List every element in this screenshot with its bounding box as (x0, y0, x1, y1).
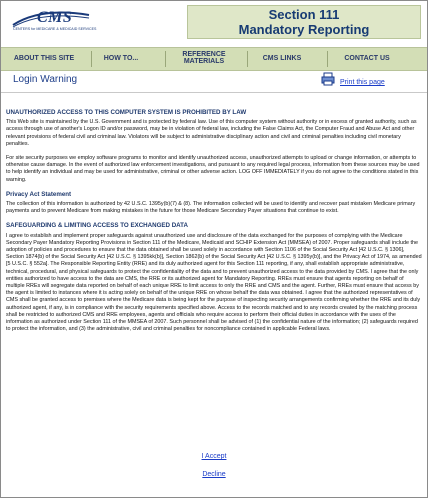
site-title-line2: Mandatory Reporting (238, 22, 370, 37)
main-nav (1, 47, 427, 71)
nav-item-cms-links[interactable]: CMS LINKS (262, 55, 302, 62)
logo-text: CMS (37, 9, 73, 26)
privacy-paragraph: The collection of this information is authorized by 42 U.S.C. 1395y(b)(7) & (8). The information collected will be used to identify and recover past mistaken Medicare primary payments and to prevent Medicare from making mistakes in the future for those Medicare Secondary Payer situations that continue to exist. (6, 201, 416, 215)
safeguard-paragraph: I agree to establish and implement proper safeguards against unauthorized use and disclosure of the data exchanged for the purposes of complying with the Medicare Secondary Payer Mandatory Reporting Provisions in Section 111 of the Medicare, Medicaid and SCHIP Extension Act (MMSEA) of 2007. Proper safeguards shall include the adoption of policies and procedures to ensure that the data obtained shall be used solely in accordance with Section 1106 of the Social Security Act [42 U.S.C. § 1306], Section 1874(b) of the Social Security Act [42 U.S.C. § 1395kk(b)], Section 1862(b) of the Social Security Act [42 U.S.C. § 1395y(b)], and the Privacy Act of 1974, as amended [5 U.S.C. § 552a]. The Responsible Reporting Entity (RRE) and its duly authorized agent for this Section 111 reporting, if any, shall establish appropriate administrative, technical, procedural, and physical safeguards to protect the confidentiality of the data and to prevent unauthorized access to the data provided by CMS. I agree that the only entities authorized to have access to the data are CMS, the RRE or its authorized agent for Mandatory Reporting. RREs must ensure that agents reporting on behalf of multiple RREs will segregate data reported on behalf of each unique RRE to limit access to only the RRE and CMS and the agent. Further, RREs must ensure that access by the agent is limited to instances where it is acting solely on behalf of the unique RRE on whose behalf the data was obtained. I agree that the authorized representatives of CMS shall be granted access to premises where the Medicare data is being kept for the purpose of inspecting security arrangements confirming whether the RRE and its duly authorized agent, if any, is in compliance with the security requirements specified above. Access to the records matched and to any records created by the matching process shall be restricted to authorized CMS and RRE employees, agents and officials who require access to perform their official duties in accordance with the uses of the information as authorized under Section 111 of the MMSEA of 2007. Such personnel shall be advised of (1) the confidential nature of the information; (2) safeguards required to protect the information, and (3) the administrative, civil and criminal penalties for noncompliance contained in applicable Federal laws. (6, 232, 422, 333)
accept-link[interactable]: I Accept (201, 453, 227, 460)
privacy-section (6, 191, 422, 216)
nav-divider (165, 51, 166, 67)
print-page-link[interactable]: Print this page (340, 79, 385, 86)
nav-divider (91, 51, 92, 67)
printer-icon[interactable] (321, 72, 335, 86)
logo-subtext: CENTERS for MEDICARE & MEDICAID SERVICES (13, 27, 97, 31)
nav-divider (327, 51, 328, 67)
nav-item-about[interactable]: ABOUT THIS SITE (13, 55, 75, 62)
page-title: Login Warning (13, 74, 78, 85)
safeguard-section (6, 222, 422, 333)
site-title-line1: Section 111 (268, 7, 340, 22)
nav-item-reference[interactable]: REFERENCE MATERIALS (182, 51, 226, 65)
site-header (1, 1, 427, 45)
warning-content (6, 109, 422, 340)
nav-item-how-to[interactable]: HOW TO... (103, 55, 139, 62)
decline-link[interactable]: Decline (202, 471, 226, 478)
privacy-heading: Privacy Act Statement (6, 190, 72, 198)
nav-divider (247, 51, 248, 67)
site-title-banner (187, 5, 421, 39)
consent-actions (1, 453, 427, 478)
unauthorized-heading: UNAUTHORIZED ACCESS TO THIS COMPUTER SYSTEM IS PROHIBITED BY LAW (6, 109, 247, 116)
cms-logo[interactable] (7, 7, 97, 37)
unauthorized-paragraph-1: This Web site is maintained by the U.S. Government and is protected by federal law. Use of this computer system without authority or in excess of granted authority, such as access through use of another's Logon ID and/or password, may be in violation of federal law, including the False Claims Act, the Computer Fraud and Abuse Act and other relevant provisions of federal civil and criminal law. Violators will be subject to administrative disciplinary action and civil and criminal penalties including civil monetary penalties. (6, 119, 417, 147)
unauthorized-section (6, 109, 422, 184)
safeguard-heading: SAFEGUARDING & LIMITING ACCESS TO EXCHANGED DATA (6, 222, 188, 230)
nav-item-contact[interactable]: CONTACT US (344, 55, 390, 62)
page-subheader (1, 70, 427, 93)
unauthorized-paragraph-2: For site security purposes we employ software programs to monitor and identify unauthorized access, unauthorized attempts to upload or change information, or attempts to otherwise cause damage. In the event of authorized law enforcement investigations, and pursuant to any required legal process, information from these sources may be used to help identify an individual and may be used for administrative, criminal or other adverse action. LOG OFF IMMEDIATELY if you do not agree to the conditions stated in this warning. (6, 155, 420, 183)
